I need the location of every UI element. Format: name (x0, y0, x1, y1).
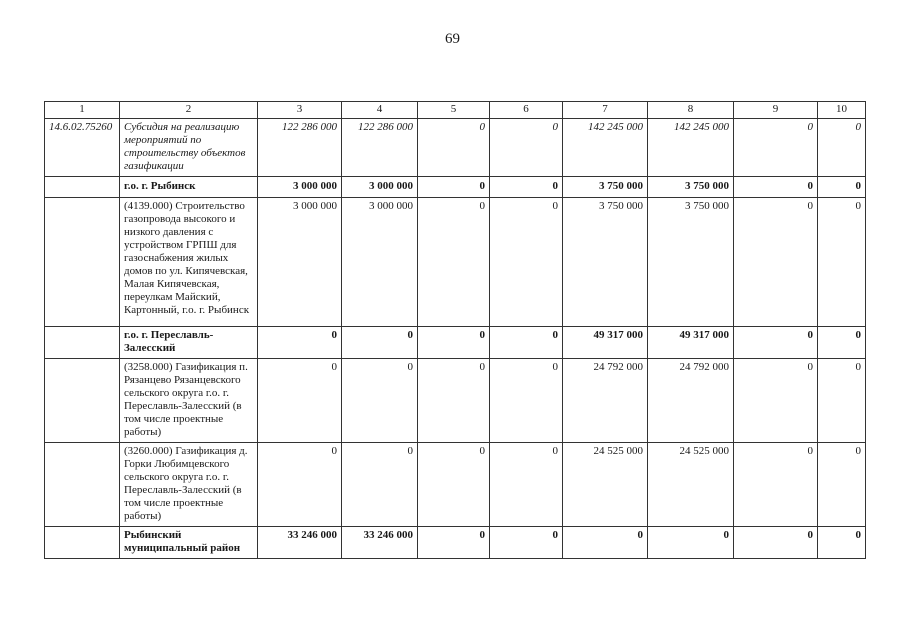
header-cell: 9 (734, 102, 818, 119)
value-cell: 0 (818, 527, 866, 559)
name-cell: (3258.000) Газификация п. Рязанцево Рязанцевского сельского округа г.о. г. Переславль-Залесский (в том числе проектные работы) (120, 359, 258, 443)
value-cell: 33 246 000 (342, 527, 418, 559)
value-cell: 0 (418, 177, 490, 198)
name-cell: (4139.000) Строительство газопровода высокого и низкого давления с устройством ГРПШ для газоснабжения жилых домов по ул. Кипячевская, Малая Кипячевская, переулкам Майский, Картонный, г.о. г. Рыбинск (120, 198, 258, 327)
value-cell: 0 (258, 359, 342, 443)
value-cell: 3 000 000 (258, 198, 342, 327)
value-cell: 24 525 000 (648, 443, 734, 527)
page-number: 69 (445, 31, 460, 47)
value-cell: 0 (734, 359, 818, 443)
table-row (45, 198, 866, 327)
value-cell: 0 (490, 327, 563, 359)
value-cell: 0 (490, 177, 563, 198)
value-cell: 3 000 000 (258, 177, 342, 198)
code-cell (45, 527, 120, 559)
header-cell: 6 (490, 102, 563, 119)
value-cell: 142 245 000 (648, 119, 734, 177)
value-cell: 3 000 000 (342, 177, 418, 198)
budget-table (44, 101, 866, 559)
value-cell: 0 (734, 527, 818, 559)
code-cell (45, 443, 120, 527)
value-cell: 49 317 000 (563, 327, 648, 359)
header-cell: 10 (818, 102, 866, 119)
value-cell: 0 (342, 327, 418, 359)
value-cell: 3 750 000 (563, 177, 648, 198)
value-cell: 3 000 000 (342, 198, 418, 327)
value-cell: 0 (418, 198, 490, 327)
value-cell: 0 (818, 177, 866, 198)
value-cell: 0 (734, 119, 818, 177)
value-cell: 122 286 000 (342, 119, 418, 177)
name-cell: г.о. г. Переславль-Залесский (120, 327, 258, 359)
table-row (45, 177, 866, 198)
value-cell: 0 (818, 327, 866, 359)
value-cell: 0 (418, 443, 490, 527)
value-cell: 0 (563, 527, 648, 559)
value-cell: 24 792 000 (648, 359, 734, 443)
header-cell: 2 (120, 102, 258, 119)
value-cell: 0 (418, 527, 490, 559)
header-row (45, 102, 866, 119)
value-cell: 33 246 000 (258, 527, 342, 559)
table-row (45, 327, 866, 359)
value-cell: 0 (490, 443, 563, 527)
value-cell: 0 (734, 327, 818, 359)
value-cell: 0 (342, 443, 418, 527)
table-row (45, 119, 866, 177)
table-row (45, 359, 866, 443)
header-cell: 3 (258, 102, 342, 119)
code-cell (45, 327, 120, 359)
name-cell: Субсидия на реализацию мероприятий по строительству объектов газификации (120, 119, 258, 177)
name-cell: г.о. г. Рыбинск (120, 177, 258, 198)
header-cell: 7 (563, 102, 648, 119)
table-row (45, 443, 866, 527)
value-cell: 0 (490, 119, 563, 177)
value-cell: 0 (258, 327, 342, 359)
value-cell: 0 (490, 359, 563, 443)
value-cell: 0 (418, 327, 490, 359)
value-cell: 24 525 000 (563, 443, 648, 527)
value-cell: 0 (818, 359, 866, 443)
code-cell: 14.6.02.75260 (45, 119, 120, 177)
header-cell: 5 (418, 102, 490, 119)
table-row (45, 527, 866, 559)
value-cell: 0 (734, 443, 818, 527)
value-cell: 0 (418, 119, 490, 177)
value-cell: 0 (490, 527, 563, 559)
code-cell (45, 177, 120, 198)
header-cell: 1 (45, 102, 120, 119)
value-cell: 0 (734, 198, 818, 327)
value-cell: 142 245 000 (563, 119, 648, 177)
value-cell: 24 792 000 (563, 359, 648, 443)
value-cell: 3 750 000 (563, 198, 648, 327)
value-cell: 3 750 000 (648, 198, 734, 327)
name-cell: (3260.000) Газификация д. Горки Любимцевского сельского округа г.о. г. Переславль-Залесский (в том числе проектные работы) (120, 443, 258, 527)
code-cell (45, 359, 120, 443)
value-cell: 0 (342, 359, 418, 443)
header-cell: 8 (648, 102, 734, 119)
header-cell: 4 (342, 102, 418, 119)
name-cell: Рыбинский муниципальный район (120, 527, 258, 559)
value-cell: 0 (648, 527, 734, 559)
value-cell: 0 (734, 177, 818, 198)
value-cell: 0 (818, 198, 866, 327)
value-cell: 0 (418, 359, 490, 443)
value-cell: 49 317 000 (648, 327, 734, 359)
value-cell: 0 (818, 119, 866, 177)
value-cell: 3 750 000 (648, 177, 734, 198)
value-cell: 0 (818, 443, 866, 527)
value-cell: 0 (258, 443, 342, 527)
value-cell: 0 (490, 198, 563, 327)
value-cell: 122 286 000 (258, 119, 342, 177)
code-cell (45, 198, 120, 327)
